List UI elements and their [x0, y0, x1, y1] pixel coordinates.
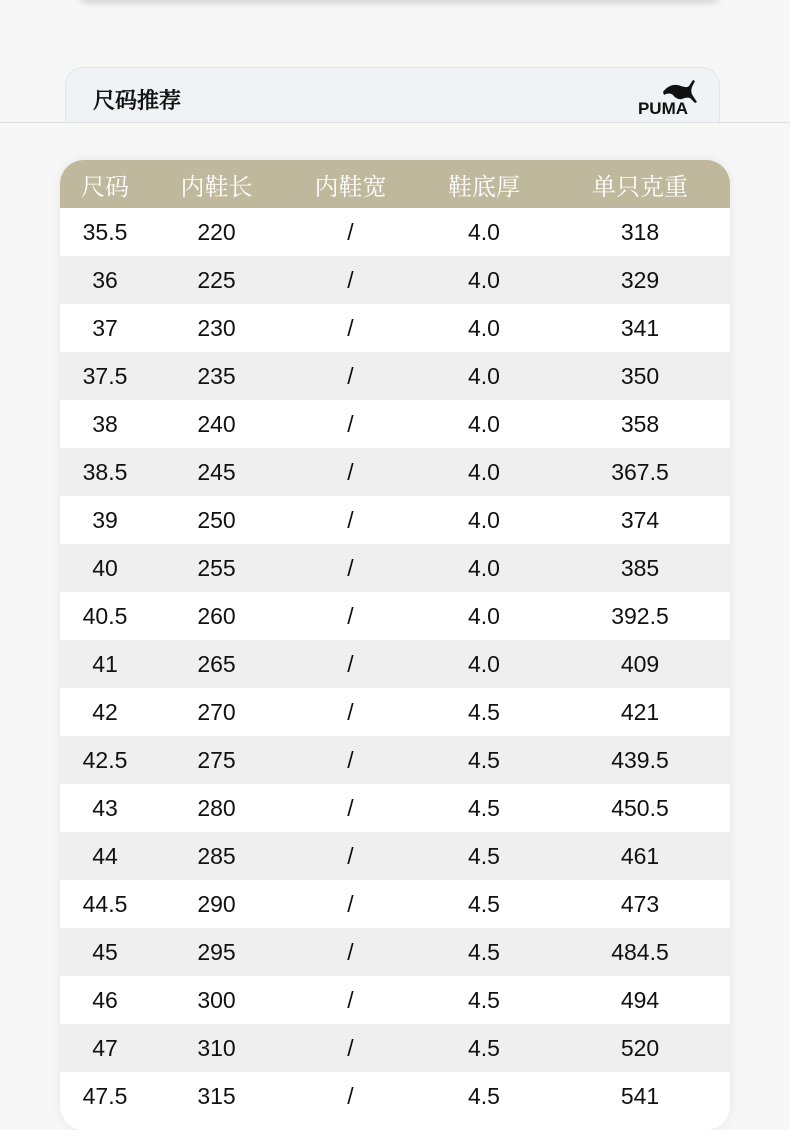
divider-line [0, 122, 790, 123]
cell-single-weight: 409 [620, 650, 660, 677]
cell-size: 40 [92, 554, 118, 581]
cell-single-weight: 450.5 [611, 794, 669, 821]
table-row [60, 832, 730, 880]
cell-inner-length: 270 [197, 698, 236, 725]
table-row [60, 928, 730, 976]
cell-single-weight: 341 [620, 314, 660, 341]
cell-single-weight: 520 [620, 1034, 660, 1061]
cell-single-weight: 358 [620, 410, 660, 437]
cell-inner-width: / [347, 986, 354, 1013]
cell-inner-width: / [347, 266, 354, 293]
cell-single-weight: 385 [620, 554, 660, 581]
table-row [60, 1024, 730, 1072]
cell-inner-length: 220 [197, 218, 236, 245]
table-row [60, 352, 730, 400]
table-row [60, 256, 730, 304]
cell-size: 42 [92, 698, 118, 725]
cell-sole-thickness: 4.0 [468, 602, 500, 629]
cell-sole-thickness: 4.5 [468, 746, 500, 773]
cell-size: 36 [92, 266, 118, 293]
cell-inner-length: 285 [197, 842, 236, 869]
cell-sole-thickness: 4.5 [468, 794, 500, 821]
cell-inner-length: 265 [197, 650, 236, 677]
cell-size: 37 [92, 314, 118, 341]
cell-single-weight: 392.5 [611, 602, 669, 629]
cell-size: 46 [92, 986, 118, 1013]
table-row [60, 976, 730, 1024]
cell-inner-width: / [347, 1034, 354, 1061]
cell-sole-thickness: 4.0 [468, 362, 500, 389]
cell-single-weight: 439.5 [611, 746, 669, 773]
cell-inner-length: 295 [197, 938, 236, 965]
cell-single-weight: 541 [620, 1082, 660, 1109]
cell-sole-thickness: 4.0 [468, 410, 500, 437]
cell-size: 45 [92, 938, 118, 965]
cell-inner-length: 250 [197, 506, 236, 533]
cell-size: 39 [92, 506, 118, 533]
cell-inner-length: 235 [197, 362, 236, 389]
table-row [60, 880, 730, 928]
cell-sole-thickness: 4.0 [468, 218, 500, 245]
cell-single-weight: 350 [620, 362, 660, 389]
size-table [60, 160, 730, 1130]
header-sole-thickness: 鞋底厚 [448, 172, 520, 201]
table-row [60, 496, 730, 544]
table-row [60, 544, 730, 592]
cell-size: 42.5 [82, 746, 128, 773]
cell-size: 40.5 [82, 602, 128, 629]
cell-single-weight: 374 [620, 506, 660, 533]
size-recommendation-tab [65, 67, 720, 123]
cell-inner-width: / [347, 650, 354, 677]
cell-single-weight: 461 [620, 842, 660, 869]
table-row [60, 400, 730, 448]
cell-size: 37.5 [82, 362, 128, 389]
header-inner-length: 内鞋长 [180, 172, 253, 201]
cell-sole-thickness: 4.0 [468, 458, 500, 485]
cell-inner-width: / [347, 314, 354, 341]
puma-logo [627, 78, 699, 118]
cell-size: 38.5 [82, 458, 128, 485]
cell-size: 38 [92, 410, 118, 437]
cell-inner-width: / [347, 458, 354, 485]
table-row [60, 592, 730, 640]
cell-inner-length: 260 [197, 602, 236, 629]
cell-inner-width: / [347, 698, 354, 725]
cell-inner-width: / [347, 362, 354, 389]
cell-single-weight: 484.5 [611, 938, 669, 965]
cell-sole-thickness: 4.0 [468, 266, 500, 293]
cell-size: 47 [92, 1034, 118, 1061]
cell-size: 44.5 [82, 890, 128, 917]
cell-inner-length: 290 [197, 890, 236, 917]
cell-inner-width: / [347, 842, 354, 869]
cell-inner-width: / [347, 218, 354, 245]
cell-inner-length: 245 [197, 458, 236, 485]
cell-inner-length: 315 [197, 1082, 236, 1109]
table-row [60, 304, 730, 352]
cell-inner-width: / [347, 602, 354, 629]
cell-sole-thickness: 4.5 [468, 986, 500, 1013]
cell-inner-width: / [347, 410, 354, 437]
cell-size: 44 [92, 842, 118, 869]
table-row [60, 784, 730, 832]
cell-size: 47.5 [82, 1082, 128, 1109]
table-row [60, 688, 730, 736]
table-row [60, 448, 730, 496]
cell-inner-length: 240 [197, 410, 236, 437]
table-row [60, 208, 730, 256]
table-header-row [60, 160, 730, 208]
cell-inner-length: 255 [197, 554, 236, 581]
cell-inner-length: 225 [197, 266, 236, 293]
cell-inner-width: / [347, 506, 354, 533]
cell-inner-length: 280 [197, 794, 236, 821]
cell-single-weight: 329 [620, 266, 660, 293]
cell-inner-width: / [347, 1082, 354, 1109]
cell-sole-thickness: 4.0 [468, 314, 500, 341]
cell-single-weight: 318 [620, 218, 660, 245]
cell-sole-thickness: 4.0 [468, 554, 500, 581]
cell-single-weight: 473 [620, 890, 660, 917]
header-size: 尺码 [81, 172, 129, 201]
cell-size: 43 [92, 794, 118, 821]
cell-size: 41 [92, 650, 118, 677]
cell-size: 35.5 [82, 218, 128, 245]
cell-sole-thickness: 4.0 [468, 650, 500, 677]
section-title: 尺码推荐 [93, 89, 182, 114]
table-body [60, 208, 730, 1120]
cell-sole-thickness: 4.0 [468, 506, 500, 533]
cell-sole-thickness: 4.5 [468, 842, 500, 869]
cell-sole-thickness: 4.5 [468, 938, 500, 965]
logo-wordmark: PUMA [637, 99, 689, 118]
cell-inner-length: 230 [197, 314, 236, 341]
cell-sole-thickness: 4.5 [468, 698, 500, 725]
cell-single-weight: 421 [620, 698, 660, 725]
header-inner-width: 内鞋宽 [314, 172, 387, 201]
cell-sole-thickness: 4.5 [468, 890, 500, 917]
cell-inner-width: / [347, 554, 354, 581]
cell-single-weight: 494 [620, 986, 660, 1013]
cell-sole-thickness: 4.5 [468, 1082, 500, 1109]
cell-inner-length: 310 [197, 1034, 236, 1061]
cell-single-weight: 367.5 [611, 458, 669, 485]
header-single-weight: 单只克重 [592, 172, 688, 201]
table-row [60, 1072, 730, 1120]
cell-sole-thickness: 4.5 [468, 1034, 500, 1061]
cell-inner-width: / [347, 938, 354, 965]
cell-inner-width: / [347, 890, 354, 917]
table-row [60, 736, 730, 784]
cell-inner-width: / [347, 794, 354, 821]
table-row [60, 640, 730, 688]
cell-inner-length: 275 [197, 746, 236, 773]
cell-inner-length: 300 [197, 986, 236, 1013]
cell-inner-width: / [347, 746, 354, 773]
